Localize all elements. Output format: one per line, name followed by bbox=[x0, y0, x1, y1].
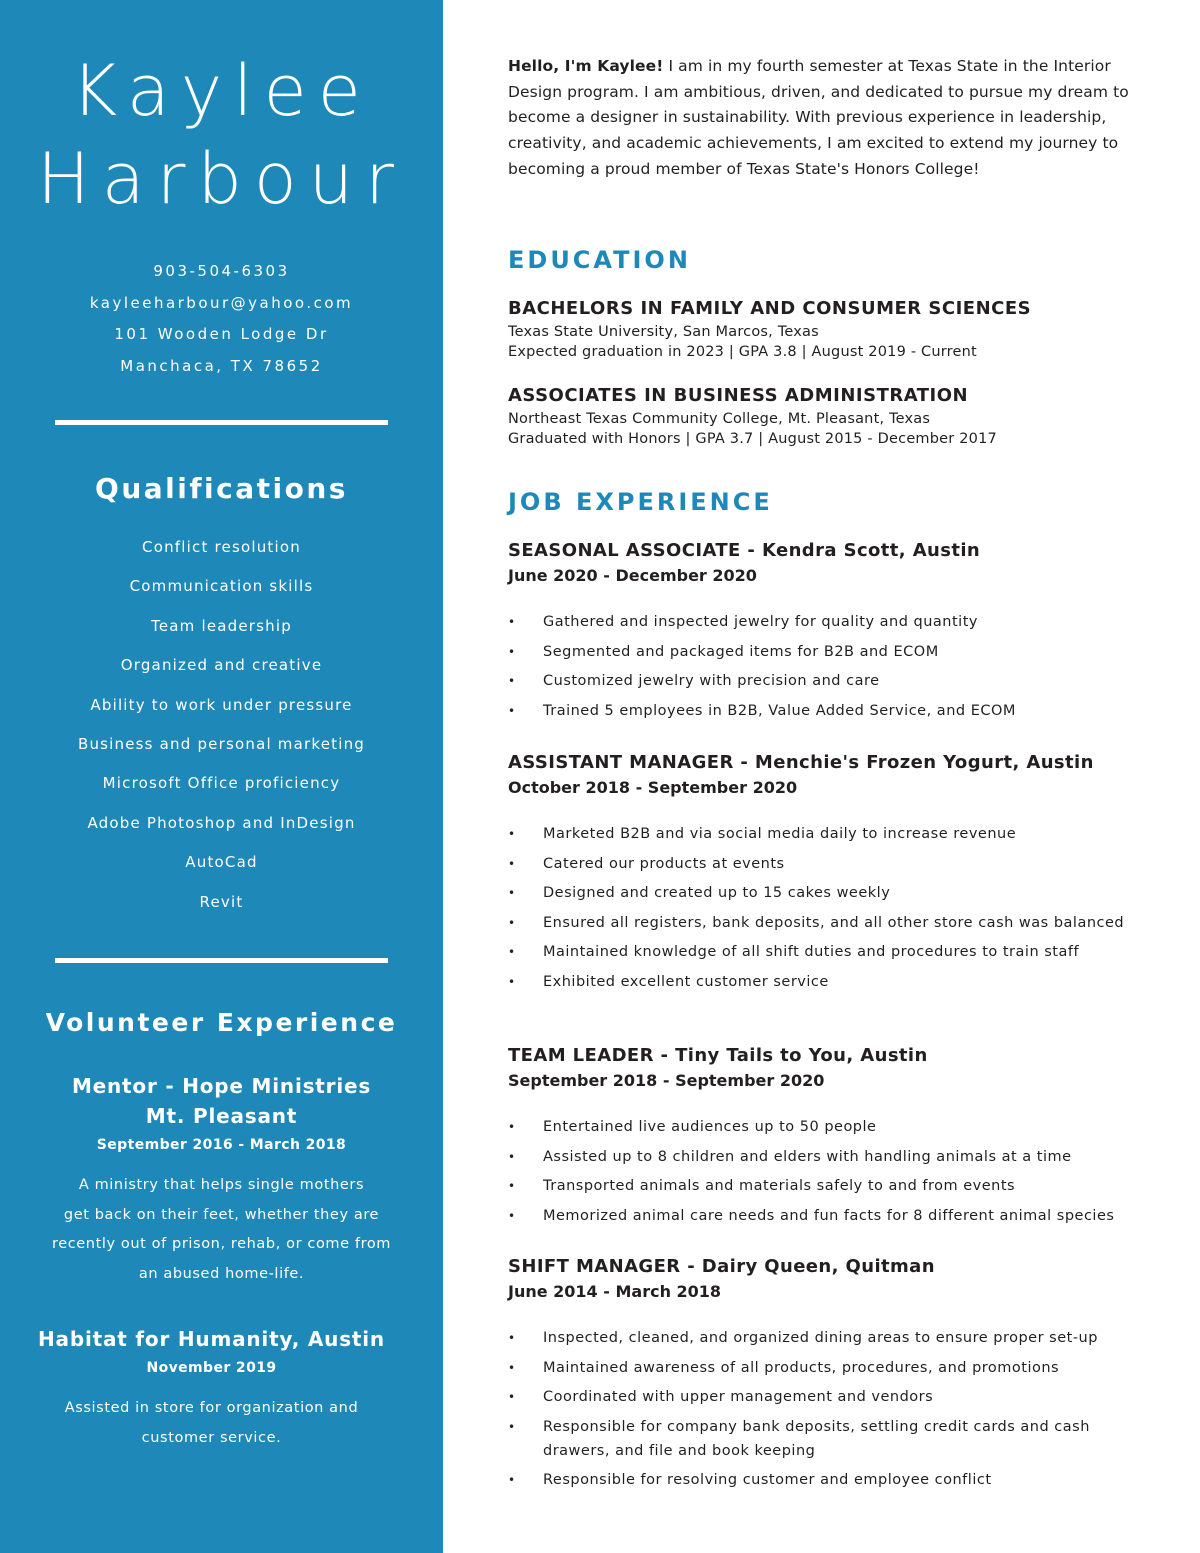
job-duty: • Gathered and inspected jewelry for quality and quantity bbox=[508, 610, 1158, 634]
volunteer-description-line: an abused home-life. bbox=[138, 1265, 305, 1282]
volunteer-description bbox=[0, 1394, 433, 1453]
qualification-item: Microsoft Office proficiency bbox=[102, 774, 341, 793]
main-content bbox=[508, 54, 1148, 1488]
job-duty: • Responsible for company bank deposits, settling credit cards and cash drawers, and file and book keeping bbox=[508, 1415, 1158, 1463]
job-duty: • Responsible for resolving customer and employee conflict bbox=[508, 1468, 1158, 1492]
job-duties bbox=[508, 822, 1158, 994]
intro-text: I am in my fourth semester at Texas State in the Interior Design program. I am ambitious, driven, and dedicated to pursue my dream to become a designer in sustainability. With previous experience in leadership, creativity, and academic achievements, I am excited to extend my journey to becoming a proud member of Texas State's Honors College! bbox=[508, 57, 1129, 178]
qualification-item: Business and personal marketing bbox=[77, 734, 366, 753]
job-duty: • Inspected, cleaned, and organized dining areas to ensure proper set-up bbox=[508, 1326, 1158, 1350]
contact-block bbox=[0, 256, 443, 382]
job-duty: • Assisted up to 8 children and elders with handling animals at a time bbox=[508, 1145, 1158, 1169]
qualification-item: Organized and creative bbox=[120, 656, 323, 675]
volunteer-description-line: recently out of prison, rehab, or come from bbox=[51, 1236, 392, 1252]
volunteer-date: September 2016 - March 2018 bbox=[96, 1137, 347, 1153]
degree-details: Graduated with Honors | GPA 3.7 | August 2015 - December 2017 bbox=[508, 431, 997, 447]
qualifications-heading: Qualifications bbox=[95, 472, 348, 505]
volunteer-entry bbox=[0, 1071, 443, 1289]
job-date: September 2018 - September 2020 bbox=[508, 1071, 825, 1090]
contact-phone: 903-504-6303 bbox=[153, 262, 290, 280]
volunteer-location: Mt. Pleasant bbox=[145, 1104, 298, 1128]
degree-details: Expected graduation in 2023 | GPA 3.8 | August 2019 - Current bbox=[508, 344, 977, 360]
job-title: TEAM LEADER - Tiny Tails to You, Austin bbox=[508, 1045, 928, 1066]
job-duties bbox=[508, 610, 1158, 723]
education-item bbox=[508, 383, 1148, 449]
job-date: October 2018 - September 2020 bbox=[508, 778, 798, 797]
job-duty: • Customized jewelry with precision and care bbox=[508, 669, 1158, 693]
qualification-item: Adobe Photoshop and InDesign bbox=[87, 813, 356, 832]
qualifications-list bbox=[0, 532, 443, 926]
job-date: June 2020 - December 2020 bbox=[508, 566, 757, 585]
job-duty: • Entertained live audiences up to 50 people bbox=[508, 1115, 1158, 1139]
job-date: June 2014 - March 2018 bbox=[508, 1282, 722, 1301]
volunteer-title: Mentor - Hope Ministries bbox=[71, 1074, 372, 1098]
qualification-item: Ability to work under pressure bbox=[90, 695, 353, 714]
job-duties bbox=[508, 1115, 1158, 1228]
qualification-item: Communication skills bbox=[129, 577, 314, 596]
job-duty: • Marketed B2B and via social media daily to increase revenue bbox=[508, 822, 1158, 846]
education-item bbox=[508, 296, 1148, 362]
volunteer-description-line: A ministry that helps single mothers bbox=[78, 1177, 365, 1193]
job-entry bbox=[508, 1254, 1158, 1498]
job-duty: • Catered our products at events bbox=[508, 852, 1158, 876]
job-entry bbox=[508, 750, 1158, 999]
intro-greeting: Hello, I'm Kaylee! bbox=[508, 57, 664, 75]
job-duty: • Trained 5 employees in B2B, Value Added Service, and ECOM bbox=[508, 699, 1158, 723]
job-duty: • Coordinated with upper management and vendors bbox=[508, 1385, 1158, 1409]
job-duty: • Memorized animal care needs and fun facts for 8 different animal species bbox=[508, 1204, 1158, 1228]
job-duty: • Exhibited excellent customer service bbox=[508, 970, 1158, 994]
school-name: Northeast Texas Community College, Mt. Pleasant, Texas bbox=[508, 411, 931, 427]
job-duty: • Segmented and packaged items for B2B and ECOM bbox=[508, 640, 1158, 664]
job-title: ASSISTANT MANAGER - Menchie's Frozen Yogurt, Austin bbox=[508, 752, 1094, 773]
job-duty: • Maintained awareness of all products, procedures, and promotions bbox=[508, 1356, 1158, 1380]
divider bbox=[55, 958, 388, 963]
job-duties bbox=[508, 1326, 1158, 1492]
qualification-item: AutoCad bbox=[185, 853, 258, 872]
volunteer-description-line: get back on their feet, whether they are bbox=[63, 1206, 380, 1223]
school-name: Texas State University, San Marcos, Texas bbox=[508, 324, 819, 340]
job-duty: • Transported animals and materials safely to and from events bbox=[508, 1174, 1158, 1198]
job-title: SHIFT MANAGER - Dairy Queen, Quitman bbox=[508, 1256, 935, 1277]
degree-title: ASSOCIATES IN BUSINESS ADMINISTRATION bbox=[508, 385, 969, 406]
contact-street: 101 Wooden Lodge Dr bbox=[114, 325, 329, 343]
qualification-item: Conflict resolution bbox=[142, 538, 301, 556]
job-duty: • Designed and created up to 15 cakes weekly bbox=[508, 881, 1158, 905]
divider bbox=[55, 420, 388, 425]
intro-paragraph bbox=[508, 54, 1148, 183]
volunteer-date: November 2019 bbox=[146, 1360, 277, 1376]
last-name: Harbour bbox=[37, 138, 406, 220]
degree-title: BACHELORS IN FAMILY AND CONSUMER SCIENCES bbox=[508, 298, 1032, 319]
volunteer-description bbox=[0, 1171, 443, 1289]
qualification-item: Revit bbox=[199, 892, 244, 911]
volunteer-description-line: Assisted in store for organization and bbox=[64, 1400, 359, 1416]
job-duty: • Maintained knowledge of all shift duties and procedures to train staff bbox=[508, 940, 1158, 964]
qualification-item: Team leadership bbox=[151, 616, 292, 635]
contact-email: kayleeharbour@yahoo.com bbox=[89, 293, 354, 312]
volunteer-description-line: customer service. bbox=[141, 1429, 282, 1446]
job-title: SEASONAL ASSOCIATE - Kendra Scott, Austin bbox=[508, 540, 981, 561]
education-heading: EDUCATION bbox=[508, 246, 691, 274]
contact-city: Manchaca, TX 78652 bbox=[120, 356, 323, 375]
job-experience-heading: JOB EXPERIENCE bbox=[508, 488, 773, 516]
volunteer-entry bbox=[0, 1324, 433, 1453]
job-entry bbox=[508, 538, 1158, 728]
job-entry bbox=[508, 1043, 1158, 1233]
first-name: Kaylee bbox=[71, 50, 372, 132]
volunteer-heading: Volunteer Experience bbox=[45, 1008, 398, 1037]
sidebar bbox=[0, 0, 443, 1553]
job-duty: • Ensured all registers, bank deposits, and all other store cash was balanced bbox=[508, 911, 1158, 935]
volunteer-title: Habitat for Humanity, Austin bbox=[38, 1327, 385, 1351]
